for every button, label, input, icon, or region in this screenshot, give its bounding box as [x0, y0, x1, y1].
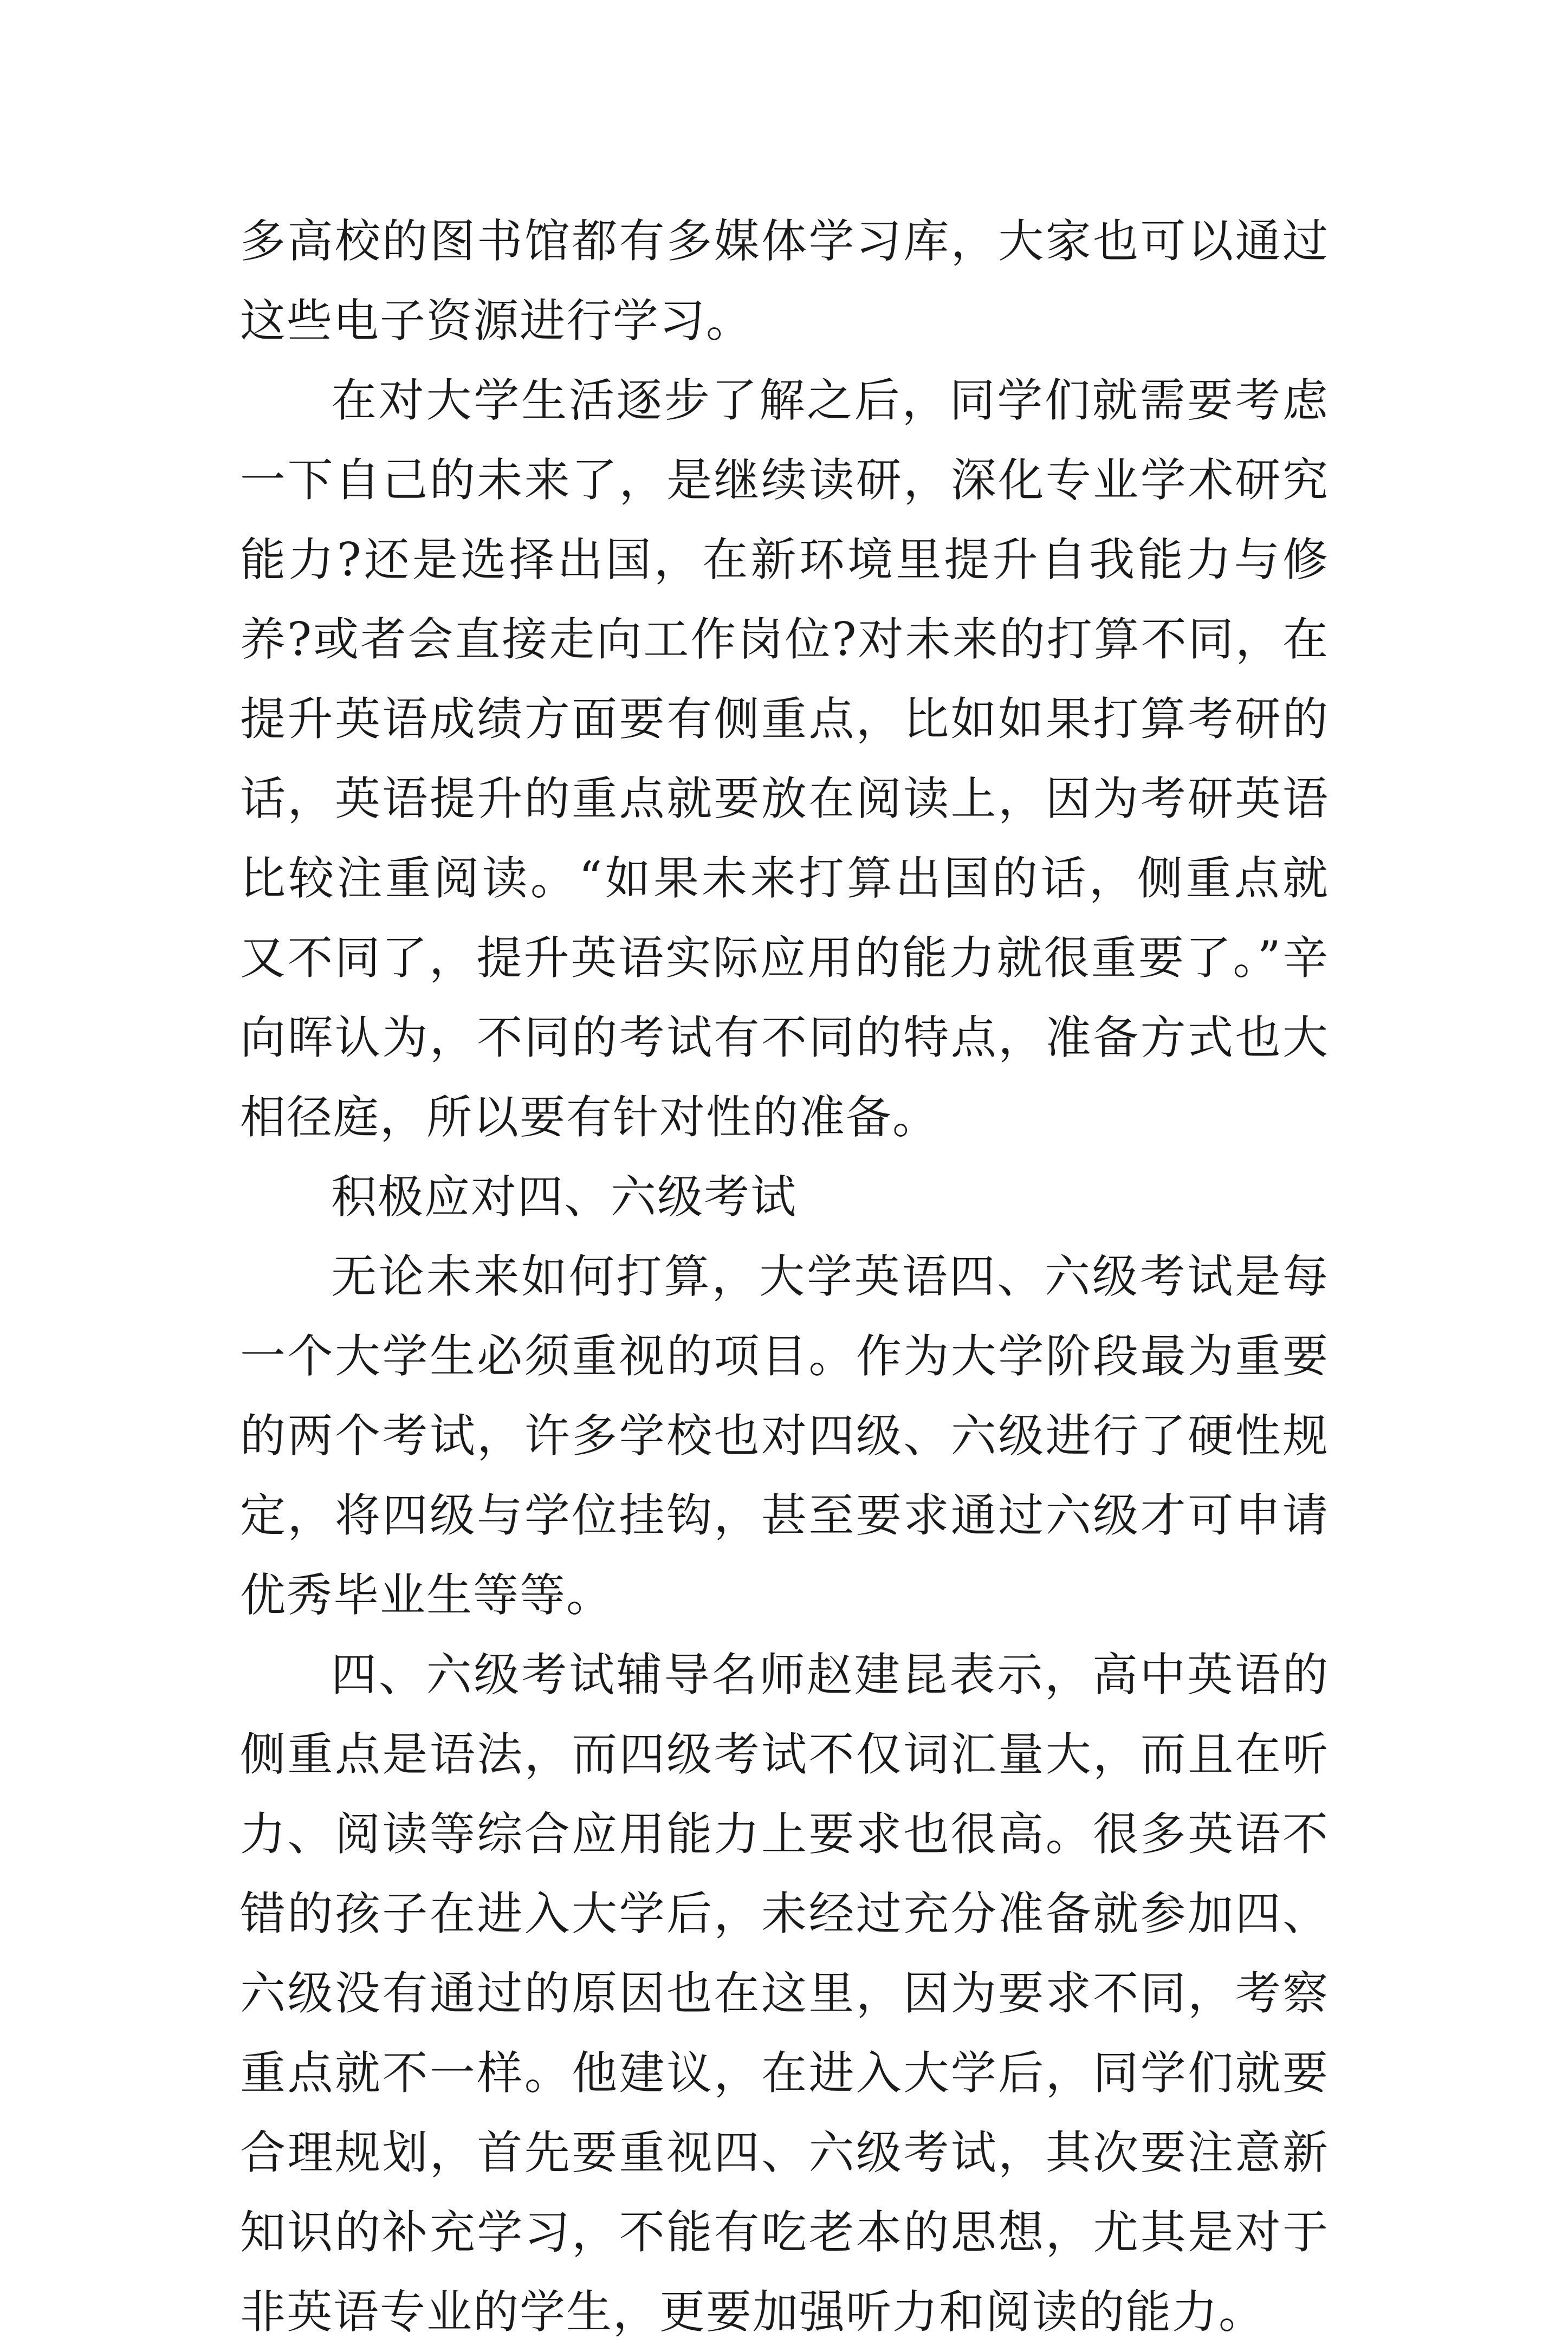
section-heading: 积极应对四、六级考试	[331, 1170, 798, 1223]
paragraph-continuation: 多高校的图书馆都有多媒体学习库，大家也可以通过这些电子资源进行学习。	[240, 215, 1329, 347]
paragraph-teacher-advice: 四、六级考试辅导名师赵建昆表示，高中英语的侧重点是语法，而四级考试不仅词汇量大，而且在听力、阅读等综合应用能力上要求也很高。很多英语不错的孩子在进入大学后，未经过充分准备就参加四、六级没有通过的原因也在这里，因为要求不同，考察重点就不一样。他建议，在进入大学后，同学们就要合理规划，首先要重视四、六级考试，其次要注意新知识的补充学习，不能有吃老本的思想，尤其是对于非英语专业的学生，更要加强听力和阅读的能力。	[240, 1648, 1329, 2338]
paragraph-future-planning: 在对大学生活逐步了解之后，同学们就需要考虑一下自己的未来了，是继续读研，深化专业学术研究能力?还是选择出国，在新环境里提升自我能力与修养?或者会直接走向工作岗位?对未来的打算不同，在提升英语成绩方面要有侧重点，比如如果打算考研的话，英语提升的重点就要放在阅读上，因为考研英语比较注重阅读。“如果未来打算出国的话，侧重点就又不同了，提升英语实际应用的能力就很重要了。”辛向晖认为，不同的考试有不同的特点，准备方式也大相径庭，所以要有针对性的准备。	[240, 374, 1329, 1144]
body-text	[240, 202, 1329, 2352]
paragraph-exam-importance: 无论未来如何打算，大学英语四、六级考试是每一个大学生必须重视的项目。作为大学阶段最为重要的两个考试，许多学校也对四级、六级进行了硬性规定，将四级与学位挂钩，甚至要求通过六级才可申请优秀毕业生等等。	[240, 1250, 1329, 1622]
